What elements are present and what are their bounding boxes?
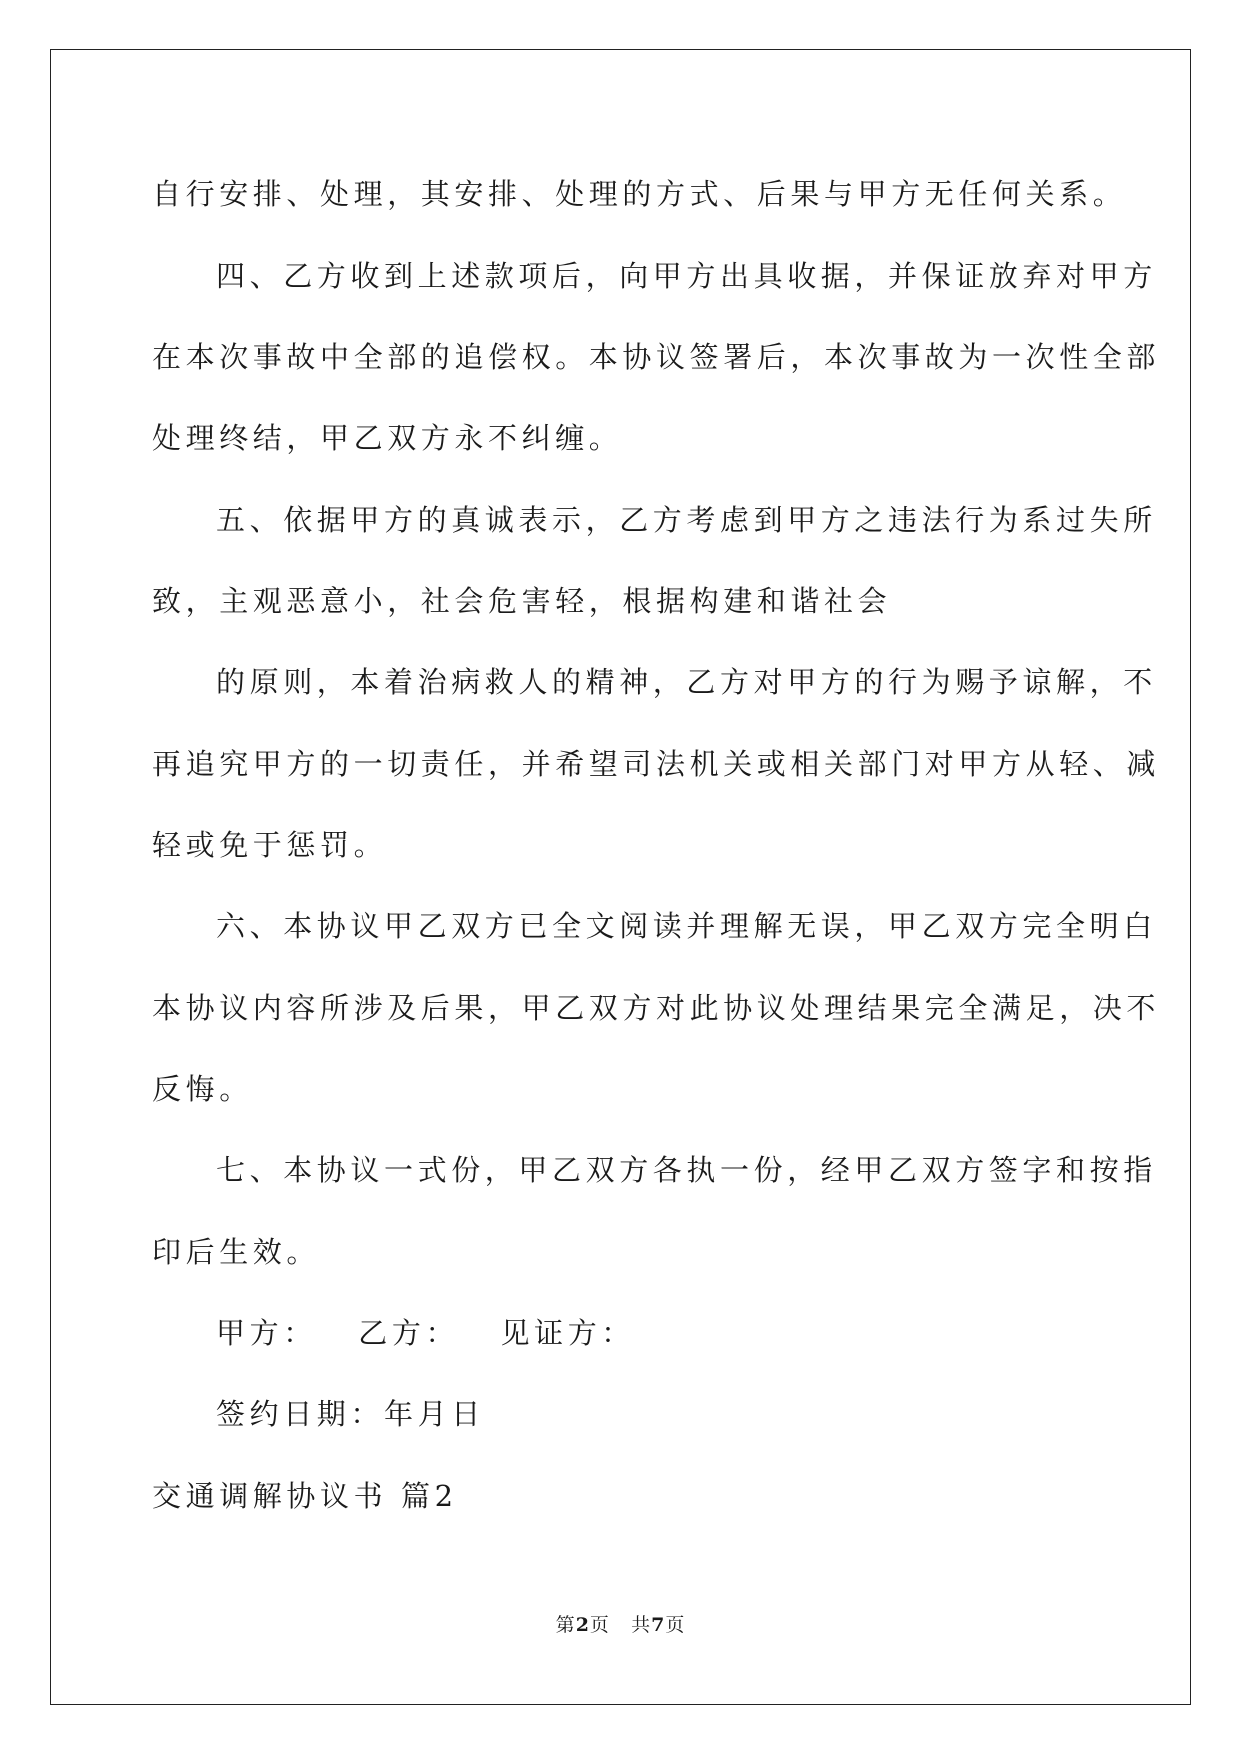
paragraph-line: 本协议内容所涉及后果，甲乙双方对此协议处理结果完全满足，决不 xyxy=(152,991,1161,1025)
paragraph-line: 致，主观恶意小，社会危害轻，根据构建和谐社会 xyxy=(152,584,892,618)
paragraph-line: 六、本协议甲乙双方已全文阅读并理解无误，甲乙双方完全明白 xyxy=(216,909,1157,943)
total-prefix: 共 xyxy=(631,1614,652,1636)
paragraph-line: 自行安排、处理，其安排、处理的方式、后果与甲方无任何关系。 xyxy=(152,177,1127,211)
signing-date-line: 签约日期：年月日 xyxy=(216,1397,485,1431)
paragraph-line: 七、本协议一式份，甲乙双方各执一份，经甲乙双方签字和按指 xyxy=(216,1153,1157,1187)
total-pages: 7 xyxy=(651,1614,666,1636)
page-footer xyxy=(0,1613,1241,1637)
total-suffix: 页 xyxy=(665,1614,686,1636)
page-suffix: 页 xyxy=(589,1614,610,1636)
paragraph-line: 在本次事故中全部的追偿权。本协议签署后，本次事故为一次性全部 xyxy=(152,340,1161,374)
signature-line: 甲方： 乙方： 见证方： xyxy=(216,1316,635,1350)
paragraph-line: 轻或免于惩罚。 xyxy=(152,828,388,862)
paragraph-line: 四、乙方收到上述款项后，向甲方出具收据，并保证放弃对甲方 xyxy=(216,259,1157,293)
paragraph-line: 处理终结，甲乙双方永不纠缠。 xyxy=(152,421,623,455)
paragraph-line: 的原则，本着治病救人的精神，乙方对甲方的行为赐予谅解，不 xyxy=(216,665,1157,699)
page-prefix: 第 xyxy=(555,1614,576,1636)
paragraph-line: 反悔。 xyxy=(152,1072,253,1106)
paragraph-line: 五、依据甲方的真诚表示，乙方考虑到甲方之违法行为系过失所 xyxy=(216,503,1157,537)
paragraph-line: 印后生效。 xyxy=(152,1235,321,1269)
paragraph-line: 再追究甲方的一切责任，并希望司法机关或相关部门对甲方从轻、减 xyxy=(152,747,1161,781)
page-border xyxy=(50,49,1191,1705)
section-title: 交通调解协议书 篇2 xyxy=(152,1479,458,1513)
page-number: 2 xyxy=(575,1614,590,1636)
